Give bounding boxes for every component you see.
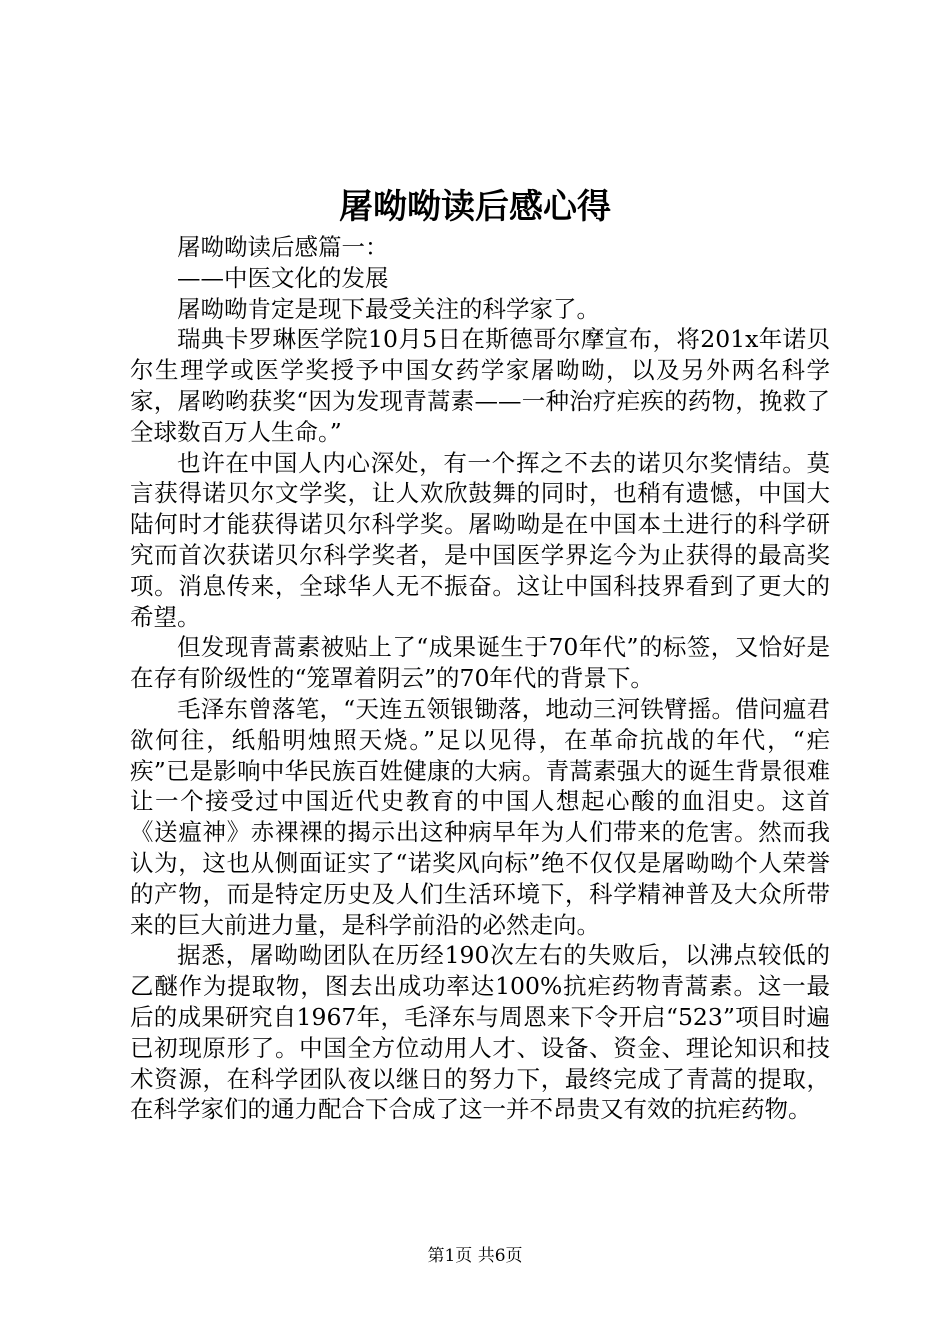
paragraph: 屠呦呦肯定是现下最受关注的科学家了。 (177, 294, 600, 323)
paragraph: ——中医文化的发展 (177, 263, 389, 292)
paragraph: 也许在中国人内心深处，有一个挥之不去的诺贝尔奖情结。莫言获得诺贝尔文学奖，让人欢欣鼓舞的同时，也稍有遗憾，中国大陆何时才能获得诺贝尔科学奖。屠呦呦是在中国本土进行的科学研究而首次获诺贝尔科学奖者，是中国医学界迄今为止获得的最高奖项。消息传来，全球华人无不振奋。这让中国科技界看到了更大的希望。 (130, 448, 830, 631)
paragraph: 据悉，屠呦呦团队在历经190次左右的失败后，以沸点较低的乙醚作为提取物，图去出成功率达100%抗疟药物青蒿素。这一最后的成果研究自1967年，毛泽东与周恩来下令开启“523”项目时遍已初现原形了。中国全方位动用人才、设备、资金、理论知识和技术资源，在科学团队夜以继日的努力下，最终完成了青蒿的提取，在科学家们的通力配合下合成了这一并不昂贵又有效的抗疟药物。 (130, 941, 830, 1124)
page-number-footer: 第1页 共6页 (427, 1246, 523, 1266)
paragraph: 屠呦呦读后感篇一： (177, 233, 389, 261)
paragraph: 毛泽东曾落笔，“天连五领银锄落，地动三河铁臂摇。借问瘟君欲何往，纸船明烛照天烧。”足以见得，在革命抗战的年代，“疟疾”已是影响中华民族百姓健康的大病。青蒿素强大的诞生背景很难让一个接受过中国近代史教育的中国人想起心酸的血泪史。这首《送瘟神》赤裸裸的揭示出这种病早年为人们带来的危害。然而我认为，这也从侧面证实了“诺奖风向标”绝不仅仅是屠呦呦个人荣誉的产物，而是特定历史及人们生活环境下，科学精神普及大众所带来的巨大前进力量，是科学前沿的必然走向。 (130, 694, 830, 939)
paragraph: 但发现青蒿素被贴上了“成果诞生于70年代”的标签，又恰好是在存有阶级性的“笼罩着阴云”的70年代的背景下。 (130, 633, 830, 693)
paragraph: 瑞典卡罗琳医学院10月5日在斯德哥尔摩宣布，将201x年诺贝尔生理学或医学奖授予中国女药学家屠呦呦，以及另外两名科学家，屠哟哟获奖“因为发现青蒿素——一种治疗疟疾的药物，挽救了全球数百万人生命。” (130, 325, 830, 446)
document-body (130, 232, 830, 1125)
document-title: 屠呦呦读后感心得 (339, 187, 611, 227)
